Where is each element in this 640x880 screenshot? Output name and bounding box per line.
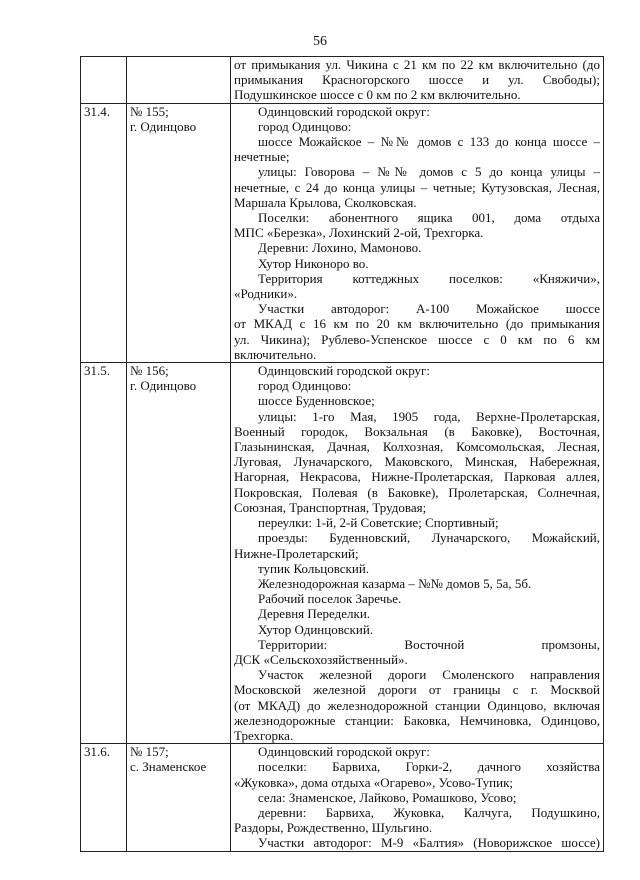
- description-line: (от МКАД) до железнодорожной станции Одинцово, включая: [234, 697, 600, 713]
- table-row: [81, 744, 604, 851]
- row-number-cell: [81, 57, 127, 104]
- description-line: Маршала Крылова, Сколковская.: [234, 194, 417, 210]
- description-line: от примыкания ул. Чикина с 21 км по 22 км включительно (до: [234, 57, 600, 72]
- document-table: [80, 56, 604, 852]
- page-number: 56: [313, 34, 327, 49]
- description-line: Рабочий поселок Заречье.: [258, 591, 402, 607]
- description-line: села: Знаменское, Лайково, Ромашково, Усово;: [258, 789, 517, 805]
- row-number-cell: [81, 744, 127, 851]
- description-line: деревни: Барвиха, Жуковка, Калчуга, Подушкино,: [258, 804, 600, 820]
- description-line: Хутор Одинцовский.: [258, 621, 374, 637]
- description-line: улицы: Говорова – №№ домов с 5 до конца улицы –: [258, 164, 600, 180]
- territory-description-cell: [231, 103, 604, 362]
- row-number-cell: [81, 363, 127, 744]
- district-name-cell: [127, 363, 231, 744]
- description-line: Железнодорожная казарма – №№ домов 5, 5а, 5б.: [258, 575, 532, 591]
- description-line: Участки автодорог: М-9 «Балтия» (Новорижское шоссе): [258, 835, 600, 851]
- description-line: шоссе Можайское – №№ домов с 133 до конца шоссе –: [258, 134, 600, 150]
- district-name-line: г. Одинцово: [130, 378, 197, 394]
- description-line: Одинцовский городской округ:: [258, 744, 430, 760]
- territory-description-cell: [231, 363, 604, 744]
- description-line: включительно.: [234, 346, 317, 362]
- description-line: Территория коттеджных поселков: «Княжичи»,: [258, 270, 600, 286]
- description-line: Военный городок, Вокзальная (в Баковке), Восточная,: [234, 423, 600, 439]
- district-name-cell: [127, 57, 231, 104]
- description-line: «Жуковка», дома отдыха «Огарево», Усово-Тупик;: [234, 774, 513, 790]
- description-line: проезды: Буденновский, Луначарского, Можайский,: [258, 530, 600, 546]
- description-line: Хутор Никоноро во.: [258, 255, 369, 271]
- description-line: нечетные;: [234, 149, 290, 165]
- district-name-line: № 155;: [130, 103, 169, 119]
- description-line: переулки: 1-й, 2-й Советские; Спортивный;: [258, 515, 499, 531]
- territory-description-cell: [231, 744, 604, 851]
- description-line: Поселки: абонентного ящика 001, дома отдыха: [258, 210, 600, 226]
- district-name-cell: [127, 744, 231, 851]
- description-line: «Родники».: [234, 286, 298, 302]
- table-row: [81, 57, 604, 104]
- description-line: ул. Чикина); Рублево-Успенское шоссе с 0 км по 6 км: [234, 331, 600, 347]
- row-number: 31.5.: [84, 363, 110, 379]
- description-line: Союзная, Транспортная, Трудовая;: [234, 499, 427, 515]
- description-line: улицы: 1-го Мая, 1905 года, Верхне-Пролетарская,: [258, 408, 600, 424]
- description-line: город Одинцово:: [258, 378, 352, 394]
- district-name-line: с. Знаменское: [130, 759, 207, 775]
- description-line: шоссе Буденновское;: [258, 393, 375, 409]
- description-line: тупик Кольцовский.: [258, 560, 370, 576]
- table-row: [81, 363, 604, 744]
- description-line: Московской железной дороги от границы с г. Москвой: [234, 682, 600, 698]
- description-line: Участки автодорог: А-100 Можайское шоссе: [258, 301, 600, 317]
- description-line: Покровская, Полевая (в Баковке), Пролетарская, Солнечная,: [234, 484, 600, 500]
- description-line: Подушкинское шоссе с 0 км по 2 км включительно.: [234, 87, 521, 103]
- description-line: Нижне-Пролетарский;: [234, 545, 359, 561]
- description-line: ДСК «Сельскохозяйственный».: [234, 651, 408, 667]
- description-line: Глазынинская, Дачная, Колхозная, Комсомольская, Лесная,: [234, 439, 600, 455]
- description-line: город Одинцово:: [258, 118, 352, 134]
- description-line: Раздоры, Рождественно, Шульгино.: [234, 820, 433, 836]
- district-name-line: № 157;: [130, 744, 169, 760]
- description-line: Одинцовский городской округ:: [258, 103, 430, 119]
- district-name-cell: [127, 103, 231, 362]
- description-line: поселки: Барвиха, Горки-2, дачного хозяйства: [258, 759, 600, 775]
- description-line: железнодорожные станции: Баковка, Немчиновка, Одинцово,: [234, 712, 600, 728]
- description-line: МПС «Березка», Лохинский 2-ой, Трехгорка.: [234, 225, 484, 241]
- description-line: Трехгорка.: [234, 727, 294, 743]
- row-number: 31.4.: [84, 103, 110, 119]
- description-line: примыкания Красногорского шоссе и ул. Свободы);: [234, 72, 600, 88]
- row-number-cell: [81, 103, 127, 362]
- table-row: [81, 103, 604, 362]
- description-line: Участок железной дороги Смоленского направления: [258, 667, 600, 683]
- description-line: Территории: Восточной промзоны,: [258, 636, 600, 652]
- description-line: нечетные, с 24 до конца улицы – четные; Кутузовская, Лесная,: [234, 179, 600, 195]
- description-line: Деревня Переделки.: [258, 606, 371, 622]
- description-line: Одинцовский городской округ:: [258, 363, 430, 379]
- district-name-line: г. Одинцово: [130, 118, 197, 134]
- description-line: Луговая, Луначарского, Маковского, Минская, Набережная,: [234, 454, 600, 470]
- district-name-line: № 156;: [130, 363, 169, 379]
- description-line: Деревни: Лохино, Мамоново.: [258, 240, 422, 256]
- description-line: от МКАД с 16 км по 20 км включительно (до примыкания: [234, 316, 600, 332]
- table-body: [81, 57, 604, 852]
- row-number: 31.6.: [84, 744, 110, 760]
- territory-description-cell: [231, 57, 604, 104]
- description-line: Нагорная, Некрасова, Нижне-Пролетарская, Парковая аллея,: [234, 469, 600, 485]
